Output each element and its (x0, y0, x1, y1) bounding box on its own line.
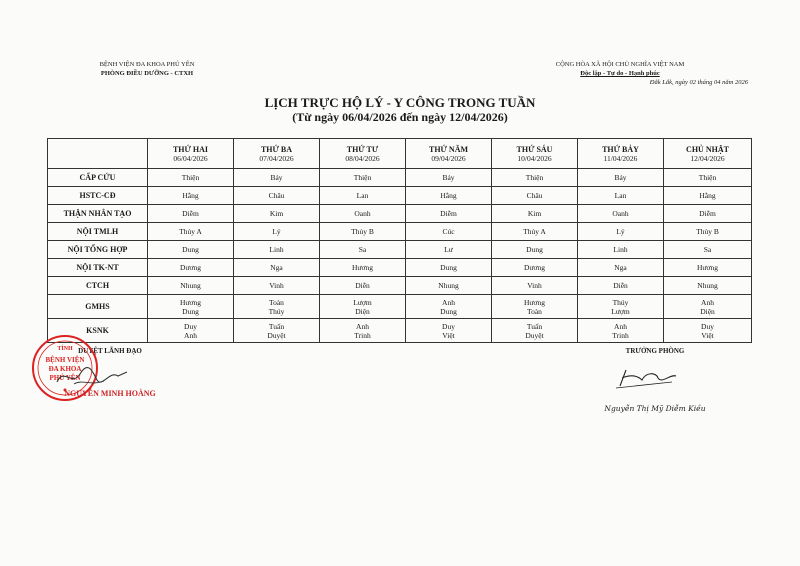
department-cell: NỘI TK-NT (48, 259, 148, 277)
document-subtitle: (Từ ngày 06/04/2026 đến ngày 12/04/2026) (292, 110, 508, 124)
staff-name: Duy (701, 321, 714, 331)
staff-name: Hằng (440, 191, 457, 200)
day-header (578, 139, 664, 169)
staff-name: Tuấn (268, 321, 285, 331)
staff-cell (578, 295, 664, 319)
staff-name: Bảy (614, 173, 627, 182)
table-row (48, 205, 752, 223)
staff-name: Dung (182, 245, 199, 254)
table-body (48, 169, 752, 343)
staff-cell (320, 205, 406, 223)
staff-cell (578, 259, 664, 277)
staff-cell (664, 223, 752, 241)
staff-cell (578, 277, 664, 295)
staff-name: Kim (527, 209, 542, 218)
staff-name: Bảy (442, 173, 455, 182)
day-name: THỨ SÁU (516, 144, 553, 154)
staff-cell (320, 259, 406, 277)
day-date: 09/04/2026 (431, 153, 466, 163)
duty-schedule-table (47, 138, 752, 343)
staff-cell (320, 223, 406, 241)
staff-name: Dương (180, 263, 201, 272)
department-cell: GMHS (48, 295, 148, 319)
staff-cell (406, 277, 492, 295)
approval-title: DUYỆT LÃNH ĐẠO (78, 347, 142, 355)
head-signature-block (585, 347, 725, 355)
department-cell: NỘI TỔNG HỢP (48, 241, 148, 259)
staff-name: Diễm (699, 209, 716, 218)
day-date: 06/04/2026 (173, 153, 208, 163)
staff-name: Hằng (699, 191, 716, 200)
staff-name: Tuấn (526, 321, 543, 331)
staff-name: Dung (440, 306, 457, 316)
staff-name: Thiện (353, 173, 372, 182)
staff-cell (578, 319, 664, 343)
svg-text:TỈNH: TỈNH (57, 346, 73, 352)
day-name: THỨ BẢY (602, 144, 639, 154)
table-row (48, 259, 752, 277)
staff-name: Diễn (355, 281, 370, 290)
staff-name: Duyệt (525, 330, 544, 340)
staff-cell (320, 187, 406, 205)
day-date: 07/04/2026 (259, 153, 294, 163)
staff-cell (234, 205, 320, 223)
table-row (48, 223, 752, 241)
table-row (48, 169, 752, 187)
staff-name: Diễm (182, 209, 199, 218)
staff-cell (664, 295, 752, 319)
staff-cell (664, 319, 752, 343)
corner-cell (48, 139, 148, 169)
staff-cell (148, 187, 234, 205)
staff-name: Nhung (438, 281, 459, 290)
staff-cell (234, 187, 320, 205)
staff-cell (492, 277, 578, 295)
staff-name: Dung (440, 263, 457, 272)
staff-name: Sa (358, 245, 367, 254)
table-row (48, 241, 752, 259)
svg-text:BỆNH VIỆN: BỆNH VIỆN (45, 356, 85, 364)
staff-cell (406, 319, 492, 343)
staff-cell (148, 277, 234, 295)
head-name-block (585, 404, 725, 413)
staff-cell (664, 277, 752, 295)
staff-cell (148, 259, 234, 277)
staff-name: Châu (268, 191, 285, 200)
staff-name: Dung (526, 245, 543, 254)
staff-cell (234, 295, 320, 319)
hospital-header (72, 60, 222, 78)
day-header (234, 139, 320, 169)
staff-name: Trinh (612, 330, 629, 340)
staff-name: Hương (352, 263, 373, 272)
staff-cell (320, 169, 406, 187)
staff-name: Anh (356, 321, 369, 331)
staff-cell (234, 223, 320, 241)
day-header (148, 139, 234, 169)
staff-name: Kim (269, 209, 284, 218)
staff-name: Thủy B (696, 227, 719, 236)
day-header (664, 139, 752, 169)
staff-name: Lý (272, 227, 281, 236)
department-cell: HSTC-CĐ (48, 187, 148, 205)
director-signature (52, 362, 132, 392)
staff-name: Thiện (525, 173, 544, 182)
department-name: PHÒNG ĐIỀU DƯỠNG - CTXH (100, 70, 194, 77)
staff-name: Việt (442, 330, 455, 340)
staff-cell (320, 319, 406, 343)
staff-name: Thủy B (351, 227, 374, 236)
day-header (320, 139, 406, 169)
staff-cell (492, 169, 578, 187)
day-header (492, 139, 578, 169)
staff-cell (406, 295, 492, 319)
day-date: 08/04/2026 (345, 153, 380, 163)
country-name: CỘNG HÒA XÃ HỘI CHỦ NGHĨA VIỆT NAM (555, 61, 685, 68)
staff-name: Lan (614, 191, 627, 200)
director-name: NGUYỄN MINH HOÀNG (64, 389, 156, 398)
staff-name: Anh (442, 297, 455, 307)
day-date: 10/04/2026 (517, 153, 552, 163)
staff-cell (320, 241, 406, 259)
staff-name: Hương (180, 297, 201, 307)
staff-cell (148, 319, 234, 343)
head-signature (612, 364, 682, 392)
staff-cell (578, 241, 664, 259)
staff-cell (148, 241, 234, 259)
staff-name: Toàn (269, 297, 284, 307)
staff-name: Thiện (698, 173, 717, 182)
day-name: THỨ TƯ (346, 144, 379, 154)
staff-name: Nga (270, 263, 283, 272)
staff-name: Dung (182, 306, 199, 316)
approval-name-block (40, 389, 180, 398)
staff-name: Duy (442, 321, 455, 331)
staff-cell (148, 223, 234, 241)
staff-name: Thủy A (179, 227, 202, 236)
staff-name: Cúc (442, 227, 455, 236)
staff-name: Diễn (613, 281, 628, 290)
table-header-row (48, 139, 752, 169)
staff-name: Oanh (354, 209, 371, 218)
svg-text:ĐA KHOA: ĐA KHOA (48, 365, 82, 373)
staff-cell (578, 205, 664, 223)
table-row (48, 187, 752, 205)
staff-cell (492, 241, 578, 259)
head-name: Nguyễn Thị Mỹ Diễm Kiều (604, 404, 706, 413)
table-row (48, 295, 752, 319)
staff-cell (148, 169, 234, 187)
staff-cell (406, 169, 492, 187)
staff-name: Duy (184, 321, 197, 331)
staff-name: Lượm (611, 306, 630, 316)
staff-cell (148, 295, 234, 319)
staff-cell (492, 259, 578, 277)
national-motto: Độc lập - Tự do - Hạnh phúc (580, 70, 660, 77)
day-name: THỨ BA (260, 144, 293, 154)
staff-name: Lượm (353, 297, 372, 307)
staff-cell (234, 277, 320, 295)
staff-cell (406, 187, 492, 205)
staff-cell (406, 259, 492, 277)
department-cell: CẤP CỨU (48, 169, 148, 187)
staff-cell (664, 169, 752, 187)
staff-name: Nhung (697, 281, 718, 290)
staff-name: Hương (524, 297, 545, 307)
staff-cell (320, 295, 406, 319)
staff-cell (492, 295, 578, 319)
hospital-name: BỆNH VIỆN ĐA KHOA PHÚ YÊN (99, 61, 195, 68)
staff-name: Diện (700, 306, 715, 316)
staff-cell (234, 169, 320, 187)
staff-cell (234, 319, 320, 343)
day-name: THỨ HAI (172, 144, 209, 154)
staff-name: Diễm (440, 209, 457, 218)
staff-name: Lư (444, 245, 453, 254)
staff-name: Vinh (527, 281, 542, 290)
staff-cell (234, 241, 320, 259)
national-header (520, 60, 748, 87)
staff-cell (578, 169, 664, 187)
staff-name: Vinh (269, 281, 284, 290)
staff-cell (406, 223, 492, 241)
staff-name: Lan (356, 191, 369, 200)
staff-cell (406, 241, 492, 259)
day-date: 11/04/2026 (603, 153, 638, 163)
staff-name: Việt (701, 330, 714, 340)
staff-cell (578, 187, 664, 205)
staff-name: Hương (697, 263, 718, 272)
staff-name: Duyệt (267, 330, 286, 340)
staff-cell (492, 223, 578, 241)
staff-name: Thúy (612, 297, 629, 307)
department-cell: NỘI TMLH (48, 223, 148, 241)
department-cell: KSNK (48, 319, 148, 343)
staff-cell (492, 205, 578, 223)
staff-name: Trinh (354, 330, 371, 340)
day-name: CHỦ NHẬT (686, 144, 729, 154)
staff-name: Anh (614, 321, 627, 331)
table-row (48, 319, 752, 343)
staff-name: Thiện (181, 173, 200, 182)
staff-name: Nhung (180, 281, 201, 290)
day-header (406, 139, 492, 169)
staff-cell (664, 205, 752, 223)
staff-cell (492, 319, 578, 343)
staff-name: Diện (355, 306, 370, 316)
staff-cell (320, 277, 406, 295)
staff-name: Hằng (182, 191, 199, 200)
staff-cell (492, 187, 578, 205)
document-title: LỊCH TRỰC HỘ LÝ - Y CÔNG TRONG TUẦN (264, 95, 536, 110)
staff-cell (664, 259, 752, 277)
staff-name: Nga (614, 263, 627, 272)
staff-cell (664, 241, 752, 259)
staff-cell (578, 223, 664, 241)
staff-name: Oanh (612, 209, 629, 218)
day-date: 12/04/2026 (690, 153, 725, 163)
department-cell: THẬN NHÂN TẠO (48, 205, 148, 223)
staff-name: Thủy A (523, 227, 546, 236)
staff-name: Thúy (268, 306, 285, 316)
staff-cell (406, 205, 492, 223)
svg-text:PHÚ YÊN: PHÚ YÊN (49, 374, 81, 382)
staff-name: Dương (524, 263, 545, 272)
day-name: THỨ NĂM (428, 144, 469, 154)
staff-name: Anh (184, 330, 197, 340)
dateline: Đắk Lắk, ngày 02 tháng 04 năm 2026 (649, 79, 748, 86)
staff-name: Linh (613, 245, 628, 254)
staff-cell (234, 259, 320, 277)
staff-name: Châu (526, 191, 543, 200)
staff-cell (148, 205, 234, 223)
staff-name: Sa (703, 245, 712, 254)
staff-name: Bảy (270, 173, 283, 182)
staff-name: Linh (269, 245, 284, 254)
staff-name: Anh (701, 297, 714, 307)
staff-name: Lý (616, 227, 625, 236)
head-title: TRƯỞNG PHÒNG (625, 347, 685, 355)
staff-cell (664, 187, 752, 205)
department-cell: CTCH (48, 277, 148, 295)
staff-name: Toàn (527, 306, 542, 316)
table-row (48, 277, 752, 295)
